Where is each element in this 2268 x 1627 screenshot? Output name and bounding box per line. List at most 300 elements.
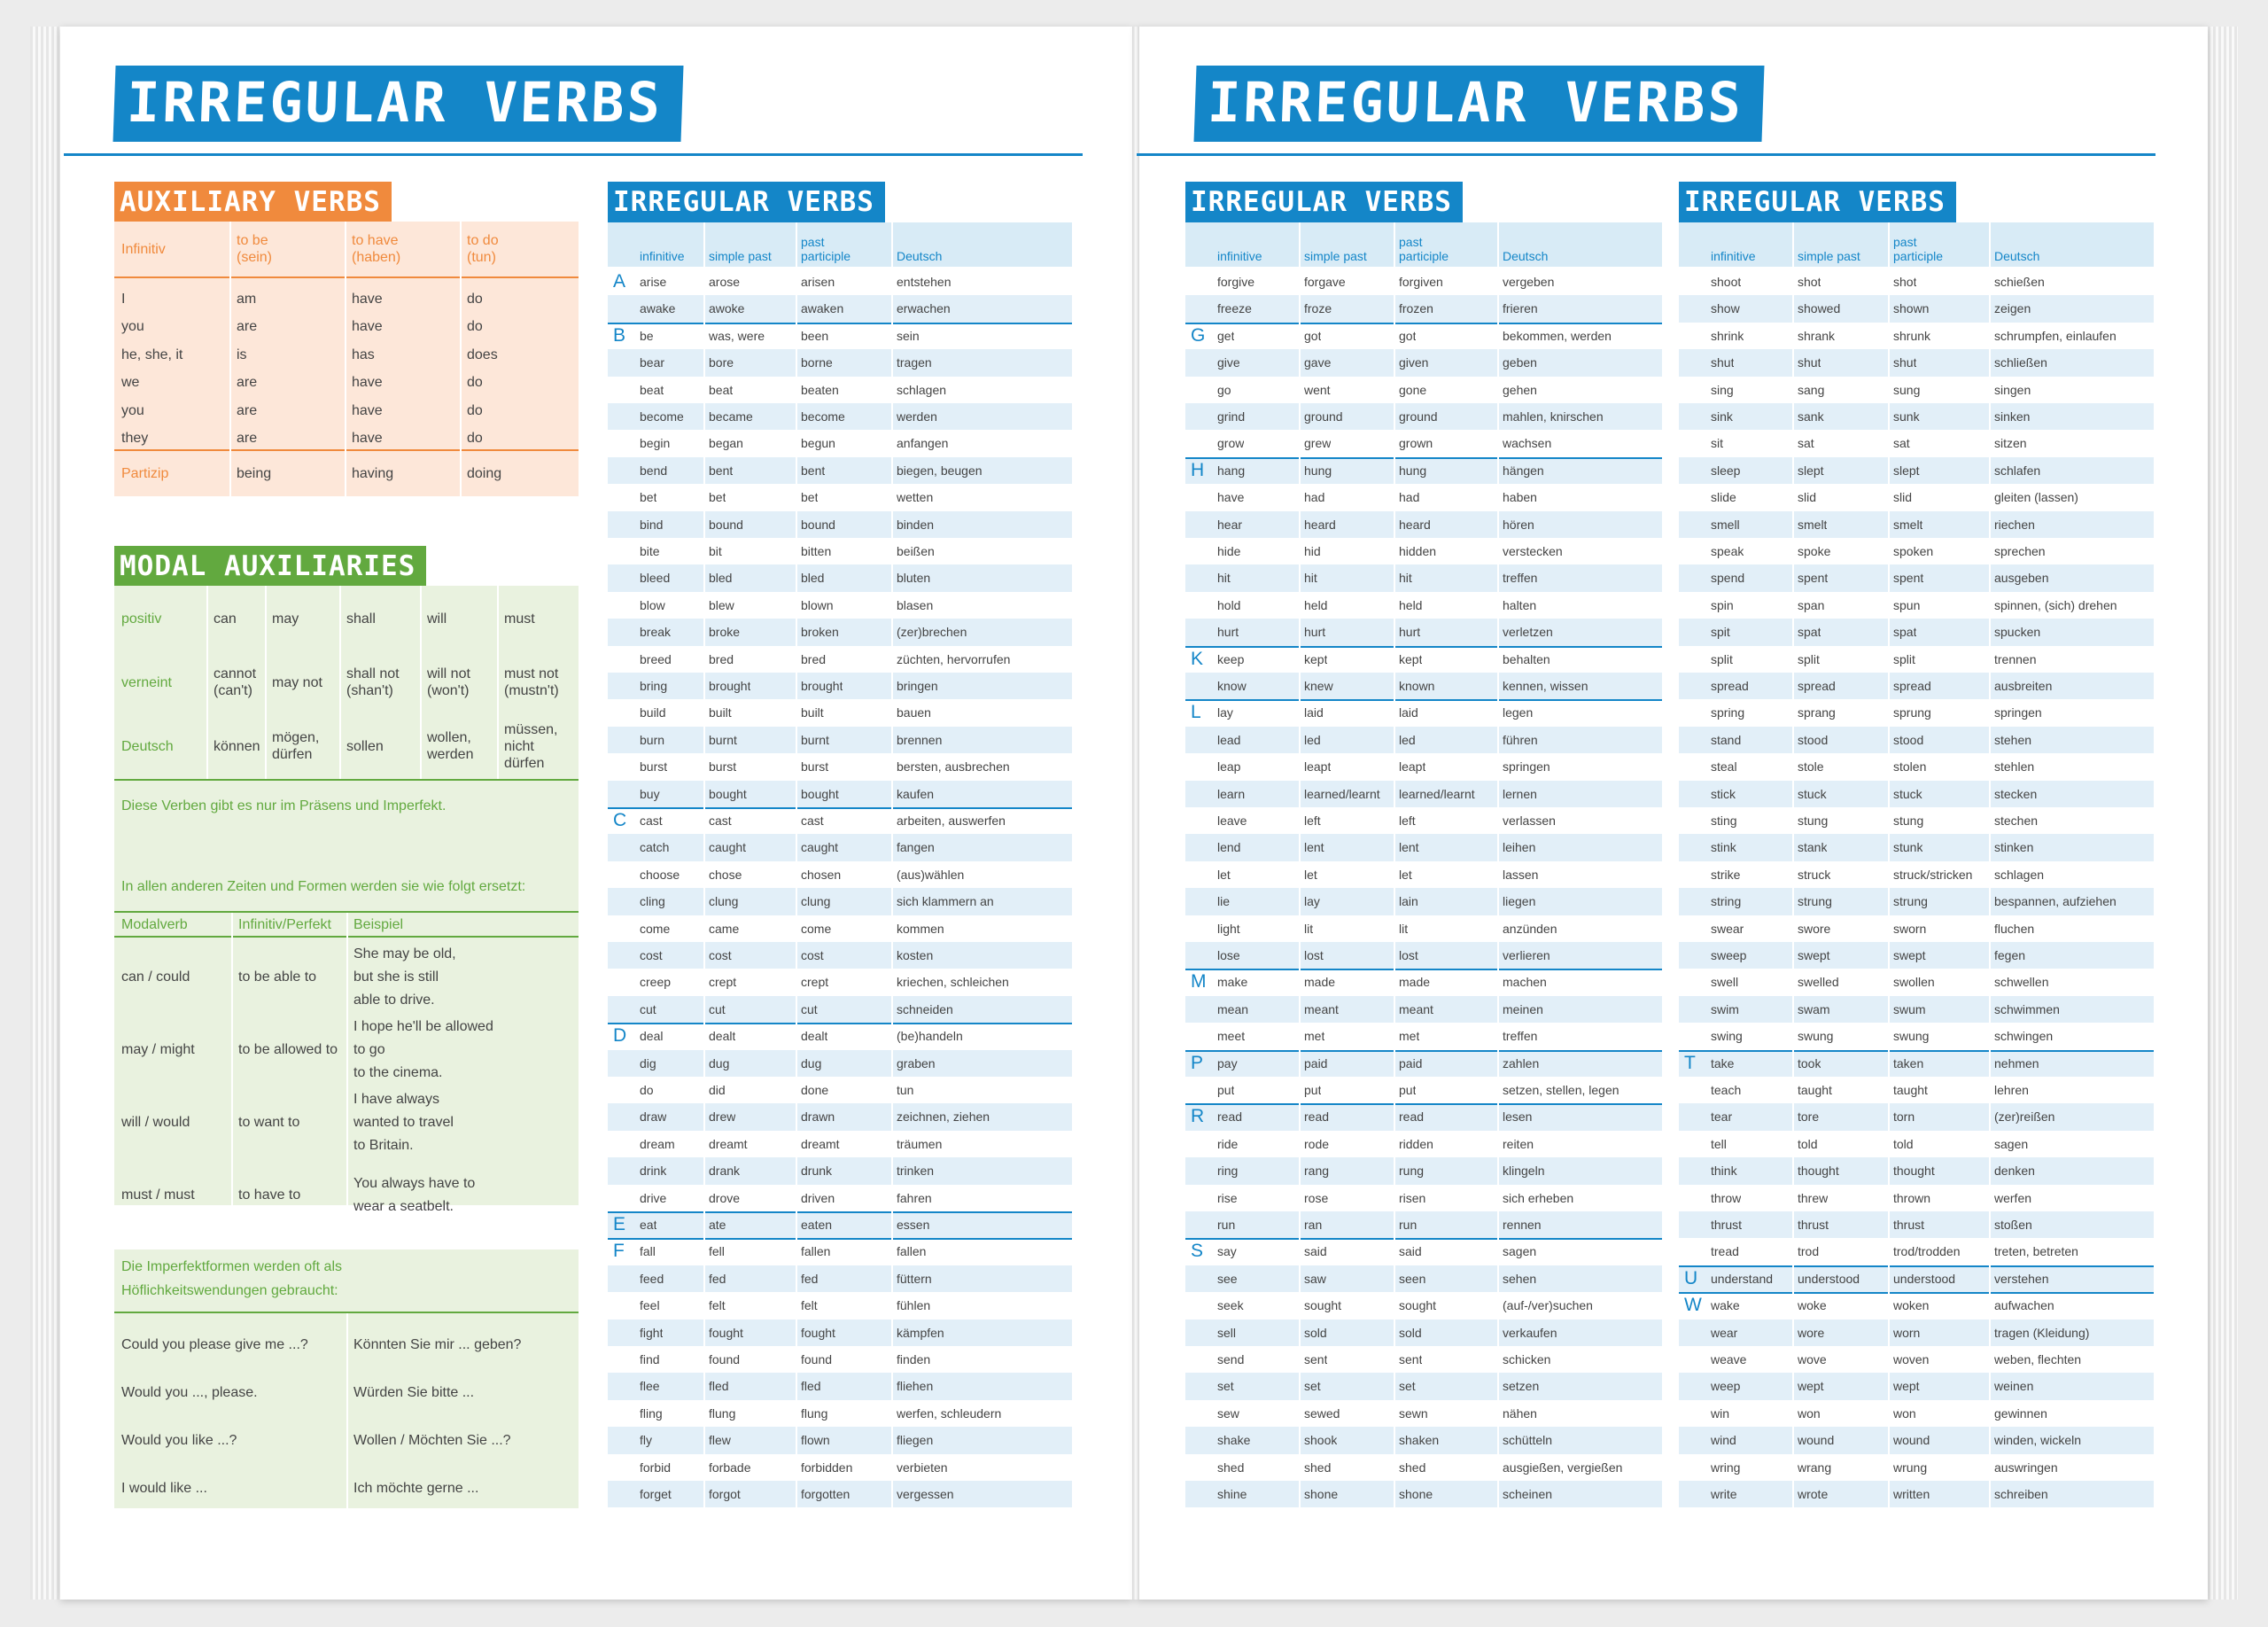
letter-group-divider (1185, 646, 1662, 648)
verb-past-participle: been (801, 328, 829, 343)
letter-group-divider (1185, 1050, 1662, 1052)
verb-infinitive: sting (1711, 814, 1737, 828)
verb-infinitive: cling (640, 894, 665, 909)
verb-past-participle: given (1399, 355, 1429, 370)
verb-infinitive: come (640, 921, 671, 936)
verb-table-header (1185, 222, 1662, 267)
verb-row (1679, 1050, 2154, 1077)
polite-cell: Ich möchte gerne ... (353, 1480, 479, 1496)
modal-cell: must (504, 611, 535, 627)
verb-row (1185, 592, 1662, 619)
verb-deutsch: haben (1503, 490, 1537, 505)
verb-past-participle: lain (1399, 894, 1418, 909)
verb-deutsch: geben (1503, 355, 1537, 370)
verb-simple-past: burst (709, 759, 737, 775)
modal-cell: cannot (can't) (214, 666, 257, 698)
verb-infinitive: set (1217, 1379, 1234, 1394)
verb-deutsch: bersten, ausbrechen (897, 759, 1010, 775)
verb-infinitive: think (1711, 1164, 1737, 1179)
verb-deutsch: wetten (897, 490, 934, 505)
verb-deutsch: fahren (897, 1190, 932, 1205)
verb-infinitive: keep (1217, 651, 1245, 666)
verb-simple-past: wept (1798, 1379, 1824, 1394)
verb-infinitive: swell (1711, 975, 1739, 990)
verb-infinitive: sit (1711, 436, 1723, 451)
verb-row (1185, 807, 1662, 834)
verb-past-participle: got (1399, 328, 1417, 343)
verb-deutsch: anfangen (897, 436, 949, 451)
verb-simple-past: froze (1304, 301, 1332, 316)
verb-simple-past: felt (709, 1298, 726, 1313)
verb-row (1679, 1320, 2154, 1346)
polite-cell: Würden Sie bitte ... (353, 1384, 475, 1400)
verb-infinitive: spread (1711, 679, 1749, 693)
verb-infinitive: bear (640, 355, 665, 370)
verb-row (1679, 430, 2154, 456)
verb-infinitive: learn (1217, 786, 1246, 801)
verb-infinitive: string (1711, 894, 1742, 909)
verb-row (1185, 1211, 1662, 1238)
verb-past-participle: won (1893, 1405, 1916, 1421)
verb-simple-past: wrang (1798, 1460, 1832, 1475)
verb-infinitive: lead (1217, 732, 1241, 747)
verb-past-participle: sunk (1893, 409, 1920, 424)
aux-participle-rule (114, 449, 579, 451)
verb-past-participle: made (1399, 975, 1431, 990)
verb-past-participle: held (1399, 597, 1423, 612)
modal-col-divider (339, 586, 341, 779)
verb-past-participle: laid (1399, 705, 1418, 720)
replacement-cell: to be able to (238, 969, 317, 985)
verb-simple-past: paid (1304, 1055, 1328, 1070)
verb-infinitive: forgive (1217, 275, 1255, 289)
verb-deutsch: halten (1503, 597, 1537, 612)
verb-simple-past: lit (1304, 921, 1314, 936)
verb-row (1185, 349, 1662, 376)
verb-infinitive: build (640, 705, 666, 720)
polite-cell: Would you like ...? (121, 1432, 237, 1448)
verb-past-participle: hung (1399, 463, 1427, 478)
verb-infinitive: sink (1711, 409, 1733, 424)
verb-deutsch: kennen, wissen (1503, 679, 1588, 693)
verb-infinitive: wind (1711, 1433, 1736, 1448)
verb-deutsch: ausgeben (1994, 571, 2049, 586)
verb-row (608, 1238, 1072, 1265)
verb-deutsch: bauen (897, 705, 931, 720)
verb-row (1185, 699, 1662, 726)
verb-simple-past: got (1304, 328, 1322, 343)
verb-past-participle: fought (801, 1325, 835, 1340)
verb-deutsch: kaufen (897, 786, 935, 801)
verb-simple-past: sang (1798, 382, 1825, 397)
verb-simple-past: swept (1798, 948, 1830, 962)
verb-simple-past: fed (709, 1271, 726, 1286)
verb-deutsch: mahlen, knirschen (1503, 409, 1604, 424)
modal-auxiliaries-table (114, 586, 579, 900)
verb-simple-past: taught (1798, 1083, 1832, 1097)
verb-simple-past: read (1304, 1109, 1330, 1125)
verb-row (608, 699, 1072, 726)
verb-simple-past: clung (709, 894, 739, 909)
verb-past-participle: swollen (1893, 975, 1935, 990)
alphabet-letter: R (1191, 1106, 1205, 1127)
alphabet-letter: E (613, 1214, 626, 1234)
verb-row (1185, 457, 1662, 484)
alphabet-letter: B (613, 324, 626, 346)
verb-past-participle: smelt (1893, 517, 1923, 532)
verb-past-participle: learned/learnt (1399, 786, 1475, 801)
verb-deutsch: treten, betreten (1994, 1244, 2078, 1259)
letter-group-divider (1185, 1238, 1662, 1240)
letter-group-divider (608, 1211, 1072, 1213)
verb-simple-past: shrank (1798, 328, 1836, 343)
verb-simple-past: bit (709, 544, 722, 558)
alphabet-letter: T (1684, 1052, 1696, 1073)
verb-past-participle: spent (1893, 571, 1924, 586)
verb-deutsch: trinken (897, 1164, 935, 1179)
verb-infinitive: cast (640, 814, 663, 828)
verb-row (608, 1427, 1072, 1453)
verb-infinitive: beat (640, 382, 664, 397)
verb-deutsch: scheinen (1503, 1487, 1553, 1501)
verb-col-divider (796, 222, 797, 1509)
verb-simple-past: set (1304, 1379, 1321, 1394)
verb-row (1679, 1185, 2154, 1211)
verb-infinitive: bleed (640, 571, 671, 586)
verb-simple-past: put (1304, 1083, 1322, 1097)
verb-simple-past: spent (1798, 571, 1829, 586)
verb-past-participle: shot (1893, 275, 1917, 289)
verb-deutsch: zahlen (1503, 1055, 1540, 1070)
verb-deutsch: gewinnen (1994, 1405, 2047, 1421)
verb-row (608, 1185, 1072, 1211)
verb-past-participle: told (1893, 1136, 1914, 1151)
verb-header-cell: simple past (709, 249, 772, 263)
verb-col-divider (1888, 222, 1890, 1509)
verb-deutsch: lassen (1503, 867, 1539, 882)
verb-row (1185, 1454, 1662, 1481)
verb-simple-past: slept (1798, 463, 1824, 478)
verb-simple-past: built (709, 705, 732, 720)
verb-simple-past: tore (1798, 1109, 1820, 1125)
verb-infinitive: hide (1217, 544, 1241, 558)
verb-infinitive: sweep (1711, 948, 1747, 962)
verb-past-participle: forgiven (1399, 275, 1443, 289)
verb-infinitive: fly (640, 1433, 652, 1448)
verb-deutsch: leihen (1503, 840, 1536, 855)
verb-header-cell: simple past (1304, 249, 1367, 263)
alphabet-letter: G (1191, 324, 1206, 346)
verb-deutsch: reiten (1503, 1136, 1534, 1151)
verb-deutsch: (zer)reißen (1994, 1109, 2055, 1125)
verb-infinitive: lose (1217, 948, 1240, 962)
verb-simple-past: sought (1304, 1298, 1342, 1313)
verb-simple-past: showed (1798, 301, 1841, 316)
replacement-cell: I have always wanted to travel to Britain. (353, 1092, 454, 1153)
verb-infinitive: flee (640, 1379, 660, 1394)
verb-row (1679, 1481, 2154, 1507)
verb-infinitive: thrust (1711, 1218, 1743, 1232)
verb-row (1679, 915, 2154, 942)
verb-deutsch: bluten (897, 571, 931, 586)
verb-infinitive: bet (640, 490, 657, 505)
verb-simple-past: stole (1798, 759, 1824, 775)
verb-simple-past: bet (709, 490, 726, 505)
verb-infinitive: ring (1217, 1164, 1239, 1179)
aux-cell: have (352, 431, 383, 446)
verb-simple-past: fought (709, 1325, 743, 1340)
aux-cell: he, she, it (121, 346, 183, 362)
verb-past-participle: arisen (801, 275, 835, 289)
verb-simple-past: wrote (1798, 1487, 1829, 1501)
verb-row (608, 1103, 1072, 1130)
verb-infinitive: wear (1711, 1325, 1738, 1340)
verb-infinitive: burst (640, 759, 668, 775)
verb-simple-past: smelt (1798, 517, 1828, 532)
verb-row (608, 1050, 1072, 1077)
verb-past-participle: sold (1399, 1325, 1422, 1340)
verb-infinitive: swing (1711, 1029, 1743, 1044)
verb-past-participle: grown (1399, 436, 1433, 451)
verb-row (1679, 1023, 2154, 1049)
verb-infinitive: tear (1711, 1109, 1733, 1125)
verb-infinitive: see (1217, 1271, 1238, 1286)
verb-past-participle: flung (801, 1405, 828, 1421)
verb-col-divider (1497, 222, 1499, 1509)
verb-deutsch: füttern (897, 1271, 932, 1286)
verb-past-participle: read (1399, 1109, 1425, 1125)
verb-deutsch: anzünden (1503, 921, 1557, 936)
verb-simple-past: came (709, 921, 740, 936)
alphabet-letter: H (1191, 459, 1205, 480)
verb-deutsch: verstecken (1503, 544, 1563, 558)
verb-infinitive: hang (1217, 463, 1246, 478)
verb-row (608, 323, 1072, 349)
verb-deutsch: fangen (897, 840, 935, 855)
verb-past-participle: brought (801, 679, 843, 693)
verb-past-participle: torn (1893, 1109, 1915, 1125)
verb-simple-past: ground (1304, 409, 1343, 424)
verb-simple-past: led (1304, 732, 1321, 747)
aux-cell: have (352, 402, 383, 418)
verb-infinitive: split (1711, 651, 1733, 666)
verb-infinitive: hit (1217, 571, 1231, 586)
verb-past-participle: shown (1893, 301, 1930, 316)
verb-row (1679, 1427, 2154, 1453)
verb-row (1679, 564, 2154, 591)
aux-cell: has (352, 346, 375, 362)
verb-header-cell: Deutsch (1994, 249, 2040, 263)
replacement-header-cell: Modalverb (121, 916, 188, 932)
verb-deutsch: sagen (1994, 1136, 2029, 1151)
verb-past-participle: kept (1399, 651, 1423, 666)
verb-past-participle: begun (801, 436, 835, 451)
verb-infinitive: begin (640, 436, 671, 451)
verb-deutsch: sinken (1994, 409, 2031, 424)
verb-row (608, 727, 1072, 753)
verb-row (608, 942, 1072, 969)
polite-cell: I would like ... (121, 1480, 207, 1496)
verb-row (608, 1211, 1072, 1238)
verb-infinitive: hear (1217, 517, 1243, 532)
verb-table-3-heading: IRREGULAR VERBS (1679, 182, 1956, 222)
verb-infinitive: wring (1711, 1460, 1741, 1475)
verb-infinitive: weave (1711, 1352, 1747, 1366)
polite-cell: Wollen / Möchten Sie ...? (353, 1432, 511, 1448)
verb-row (1185, 1346, 1662, 1373)
aux-cell: have (352, 319, 383, 334)
letter-group-divider (608, 1023, 1072, 1024)
verb-infinitive: say (1217, 1244, 1237, 1259)
verb-past-participle: risen (1399, 1190, 1426, 1205)
verb-row (1679, 349, 2154, 376)
verb-deutsch: springen (1994, 705, 2042, 720)
verb-simple-past: left (1304, 814, 1321, 828)
verb-row (1185, 834, 1662, 860)
verb-deutsch: binden (897, 517, 935, 532)
verb-simple-past: gave (1304, 355, 1332, 370)
verb-deutsch: kosten (897, 948, 934, 962)
verb-infinitive: forget (640, 1487, 672, 1501)
verb-past-participle: paid (1399, 1055, 1423, 1070)
alphabet-letter: W (1684, 1295, 1702, 1316)
verb-deutsch: nehmen (1994, 1055, 2039, 1070)
verb-row (1185, 969, 1662, 995)
verb-infinitive: shake (1217, 1433, 1251, 1448)
verb-row (608, 1265, 1072, 1292)
verb-simple-past: swam (1798, 1001, 1830, 1016)
verb-deutsch: schließen (1994, 355, 2047, 370)
verb-past-participle: beaten (801, 382, 839, 397)
verb-past-participle: bled (801, 571, 825, 586)
verb-simple-past: stood (1798, 732, 1829, 747)
verb-simple-past: sold (1304, 1325, 1327, 1340)
verb-row (1679, 619, 2154, 645)
verb-infinitive: leave (1217, 814, 1247, 828)
modal-cell: wollen, werden (427, 730, 474, 762)
replacement-col-divider (231, 913, 233, 1205)
verb-simple-past: swelled (1798, 975, 1839, 990)
verb-row (1679, 861, 2154, 888)
verb-infinitive: buy (640, 786, 660, 801)
auxiliary-verbs-heading: AUXILIARY VERBS (114, 182, 392, 222)
replacement-cell: to have to (238, 1187, 301, 1203)
verb-simple-past: fled (709, 1379, 729, 1394)
verb-deutsch: schlagen (897, 382, 947, 397)
verb-past-participle: sat (1893, 436, 1910, 451)
verb-deutsch: ausgießen, vergießen (1503, 1460, 1623, 1475)
verb-past-participle: bitten (801, 544, 832, 558)
verb-simple-past: stung (1798, 814, 1829, 828)
verb-row (1679, 888, 2154, 915)
verb-infinitive: tread (1711, 1244, 1739, 1259)
alphabet-letter: P (1191, 1052, 1204, 1073)
verb-row (1185, 1481, 1662, 1507)
verb-infinitive: fight (640, 1325, 664, 1340)
verb-deutsch: (zer)brechen (897, 625, 967, 640)
verb-past-participle: known (1399, 679, 1435, 693)
replacement-cell: must / must (121, 1187, 195, 1203)
modal-cell: müssen, nicht dürfen (504, 721, 558, 771)
verb-simple-past: fell (709, 1244, 725, 1259)
verb-past-participle: taken (1893, 1055, 1924, 1070)
verb-row (608, 781, 1072, 807)
verb-past-participle: hidden (1399, 544, 1437, 558)
verb-row (608, 1454, 1072, 1481)
verb-infinitive: dream (640, 1136, 675, 1151)
verb-past-participle: sent (1399, 1352, 1423, 1366)
verb-infinitive: understand (1711, 1271, 1774, 1286)
verb-past-participle: fallen (801, 1244, 831, 1259)
aux-cell: have (352, 291, 383, 307)
verb-past-participle: set (1399, 1379, 1416, 1394)
verb-infinitive: shrink (1711, 328, 1744, 343)
verb-deutsch: brennen (897, 732, 943, 747)
verb-past-participle: thrust (1893, 1218, 1925, 1232)
polite-intro: Die Imperfektformen werden oft als Höflichkeitswendungen gebraucht: (121, 1259, 342, 1298)
verb-past-participle: split (1893, 651, 1915, 666)
aux-cell: we (121, 375, 140, 390)
verb-row (608, 349, 1072, 376)
verb-simple-past: sank (1798, 409, 1824, 424)
verb-deutsch: spucken (1994, 625, 2041, 640)
verb-past-participle: thought (1893, 1164, 1935, 1179)
verb-row (1185, 1131, 1662, 1157)
verb-infinitive: hurt (1217, 625, 1239, 640)
verb-past-participle: swept (1893, 948, 1926, 962)
verb-deutsch: lehren (1994, 1083, 2029, 1097)
verb-infinitive: pay (1217, 1055, 1238, 1070)
auxiliary-verbs-table (114, 222, 579, 496)
verb-simple-past: saw (1304, 1271, 1326, 1286)
verb-row (1185, 1292, 1662, 1319)
verb-past-participle: shut (1893, 355, 1917, 370)
verb-past-participle: sewn (1399, 1405, 1428, 1421)
page-edges-right (2208, 27, 2238, 1600)
verb-row (1185, 996, 1662, 1023)
verb-past-participle: come (801, 921, 832, 936)
verb-infinitive: mean (1217, 1001, 1249, 1016)
verb-infinitive: be (640, 328, 654, 343)
modal-note: Diese Verben gibt es nur im Präsens und Imperfekt. (121, 798, 447, 814)
verb-past-participle: crept (801, 975, 829, 990)
aux-participle-cell: having (352, 465, 394, 481)
verb-infinitive: weep (1711, 1379, 1741, 1394)
verb-row (608, 915, 1072, 942)
verb-simple-past: spoke (1798, 544, 1831, 558)
verb-deutsch: sein (897, 328, 920, 343)
left-page-title: IRREGULAR VERBS (113, 66, 683, 142)
verb-infinitive: smell (1711, 517, 1740, 532)
replacement-cell: I hope he'll be allowed to go to the cinema. (353, 1019, 493, 1080)
replacement-cell: may / might (121, 1042, 195, 1057)
verb-past-participle: swum (1893, 1001, 1926, 1016)
verb-row (608, 295, 1072, 322)
verb-deutsch: aufwachen (1994, 1298, 2054, 1313)
verb-past-participle: written (1893, 1487, 1930, 1501)
verb-past-participle: stood (1893, 732, 1924, 747)
verb-simple-past: dug (709, 1055, 730, 1070)
verb-past-participle: caught (801, 840, 839, 855)
letter-group-divider (608, 323, 1072, 324)
verb-simple-past: said (1304, 1244, 1327, 1259)
verb-past-participle: gone (1399, 382, 1427, 397)
verb-simple-past: bound (709, 517, 743, 532)
aux-cell: am (237, 291, 257, 307)
book-spine (1132, 27, 1139, 1600)
verb-infinitive: ride (1217, 1136, 1239, 1151)
verb-simple-past: rode (1304, 1136, 1330, 1151)
